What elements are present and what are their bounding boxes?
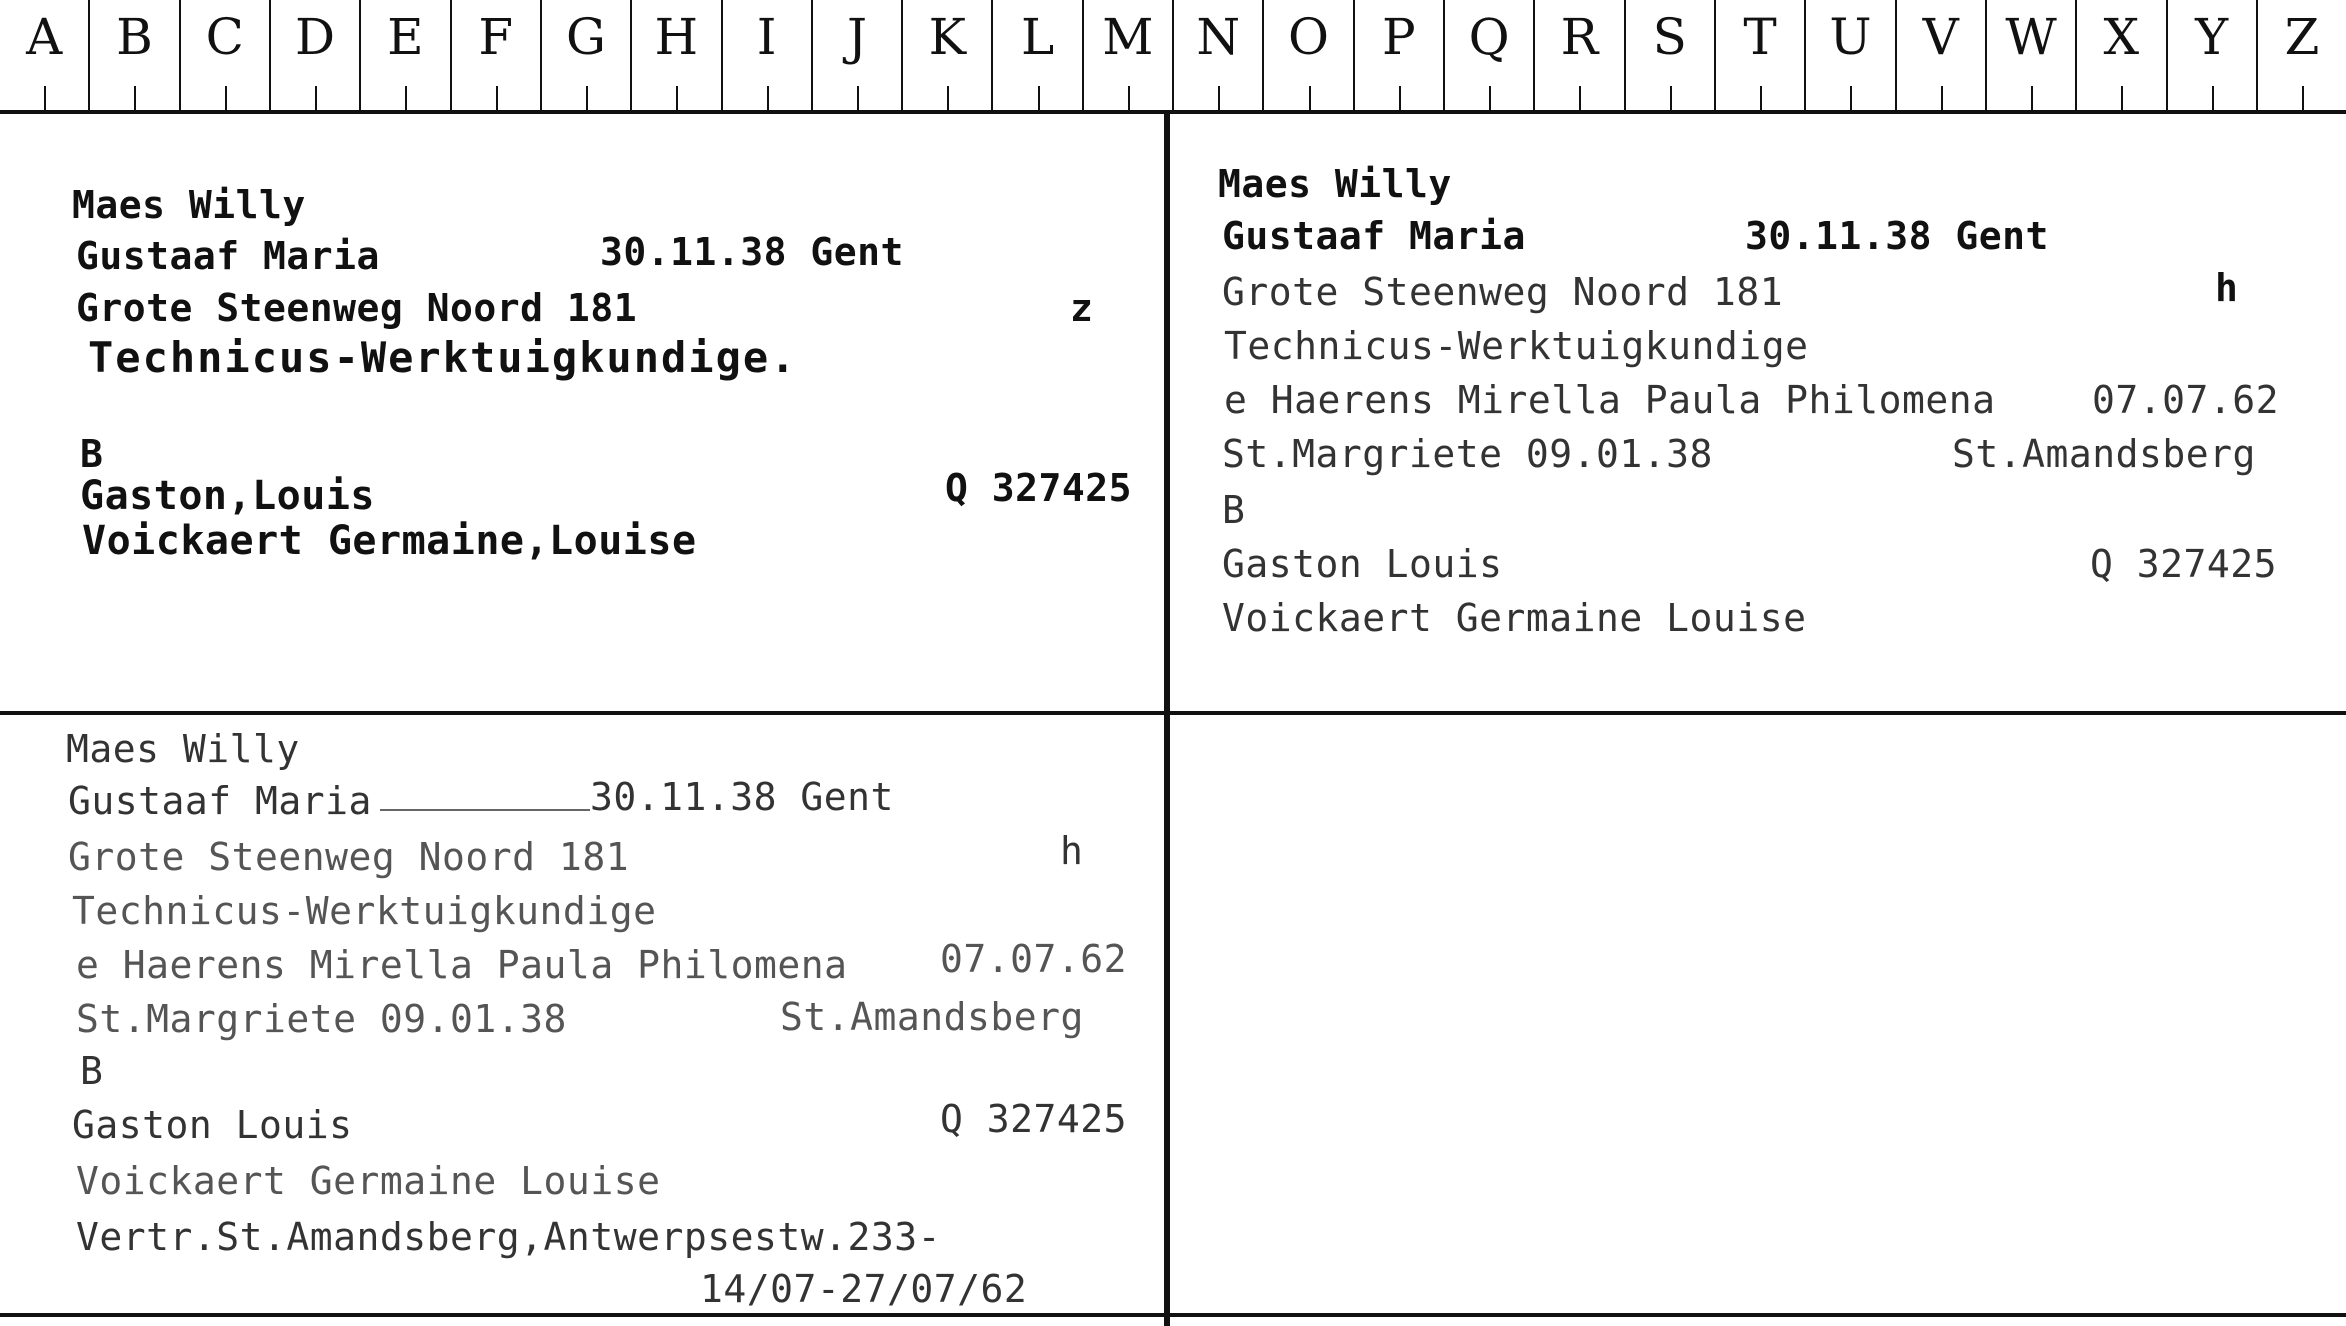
card-given-names: Gustaaf Maria <box>68 779 372 823</box>
card-marker: h <box>2215 266 2239 310</box>
alphabet-tab-f[interactable]: F <box>450 0 540 110</box>
alphabet-tab-o[interactable]: O <box>1262 0 1352 110</box>
card-occupation: Technicus-Werktuigkundige <box>72 889 657 933</box>
card-mother: Voickaert Germaine Louise <box>76 1159 661 1203</box>
card-father: Gaston,Louis <box>80 473 375 519</box>
alphabet-tab-p[interactable]: P <box>1353 0 1443 110</box>
alphabet-tab-u[interactable]: U <box>1804 0 1894 110</box>
alphabet-tab-y[interactable]: Y <box>2166 0 2256 110</box>
card-address: Grote Steenweg Noord 181 <box>68 835 630 879</box>
card-given-names: Gustaaf Maria <box>1222 214 1526 258</box>
alphabet-tab-z[interactable]: Z <box>2256 0 2346 110</box>
card-spouse-birth: St.Margriete 09.01.38 <box>1222 432 1713 476</box>
card-name: Maes Willy <box>66 727 300 771</box>
card-marker: z <box>1070 286 1094 330</box>
card-mother: Voickaert Germaine,Louise <box>82 518 697 564</box>
card-mother: Voickaert Germaine Louise <box>1222 596 1807 640</box>
alphabet-index <box>0 0 2346 114</box>
card-birth: 30.11.38 Gent <box>600 230 904 274</box>
card-address: Grote Steenweg Noord 181 <box>1222 270 1784 314</box>
record-card-2 <box>1170 114 2346 711</box>
alphabet-tab-a[interactable]: A <box>0 0 88 110</box>
alphabet-tab-s[interactable]: S <box>1624 0 1714 110</box>
alphabet-tab-w[interactable]: W <box>1985 0 2075 110</box>
alphabet-tab-n[interactable]: N <box>1172 0 1262 110</box>
alphabet-tab-j[interactable]: J <box>811 0 901 110</box>
alphabet-tab-d[interactable]: D <box>269 0 359 110</box>
card-spouse: e Haerens Mirella Paula Philomena <box>76 943 848 987</box>
alphabet-tab-q[interactable]: Q <box>1443 0 1533 110</box>
card-spouse-birth: St.Margriete 09.01.38 <box>76 997 567 1041</box>
card-number: Q 327425 <box>2090 542 2278 586</box>
card-name: Maes Willy <box>1218 162 1452 206</box>
alphabet-tab-g[interactable]: G <box>540 0 630 110</box>
card-move-note: Vertr.St.Amandsberg,Antwerpsestw.233- <box>76 1215 941 1259</box>
card-birth: 30.11.38 Gent <box>590 775 894 819</box>
alphabet-tab-l[interactable]: L <box>991 0 1081 110</box>
card-section: B <box>80 1049 104 1093</box>
card-section: B <box>1222 488 1246 532</box>
card-spouse: e Haerens Mirella Paula Philomena <box>1224 378 1996 422</box>
card-occupation: Technicus-Werktuigkundige <box>1224 324 1809 368</box>
card-address: Grote Steenweg Noord 181 <box>76 286 638 330</box>
strikethrough-mark <box>380 809 590 811</box>
record-card-3 <box>0 715 1164 1313</box>
alphabet-tab-i[interactable]: I <box>721 0 811 110</box>
card-spouse-residence: St.Amandsberg <box>1952 432 2256 476</box>
card-section: B <box>80 432 104 476</box>
alphabet-tab-b[interactable]: B <box>88 0 178 110</box>
alphabet-tab-v[interactable]: V <box>1895 0 1985 110</box>
card-bottom-border <box>0 1313 2346 1317</box>
alphabet-tab-t[interactable]: T <box>1714 0 1804 110</box>
card-number: Q 327425 <box>945 466 1133 510</box>
card-move-dates: 14/07-27/07/62 <box>700 1267 1028 1311</box>
record-card-1 <box>0 114 1164 711</box>
alphabet-tab-c[interactable]: C <box>179 0 269 110</box>
card-birth: 30.11.38 Gent <box>1745 214 2049 258</box>
alphabet-tab-e[interactable]: E <box>359 0 449 110</box>
card-marriage-date: 07.07.62 <box>940 937 1128 981</box>
alphabet-tab-x[interactable]: X <box>2075 0 2165 110</box>
alphabet-tab-m[interactable]: M <box>1082 0 1172 110</box>
card-number: Q 327425 <box>940 1097 1128 1141</box>
card-marriage-date: 07.07.62 <box>2092 378 2280 422</box>
card-occupation: Technicus-Werktuigkundige. <box>88 333 798 382</box>
alphabet-tab-h[interactable]: H <box>630 0 720 110</box>
card-marker: h <box>1060 829 1084 873</box>
card-name: Maes Willy <box>72 183 306 227</box>
card-given-names: Gustaaf Maria <box>76 234 380 278</box>
alphabet-tab-r[interactable]: R <box>1533 0 1623 110</box>
card-father: Gaston Louis <box>1222 542 1503 586</box>
record-card-4-blank <box>1170 715 2346 1313</box>
card-father: Gaston Louis <box>72 1103 353 1147</box>
card-spouse-residence: St.Amandsberg <box>780 995 1084 1039</box>
alphabet-tab-k[interactable]: K <box>901 0 991 110</box>
